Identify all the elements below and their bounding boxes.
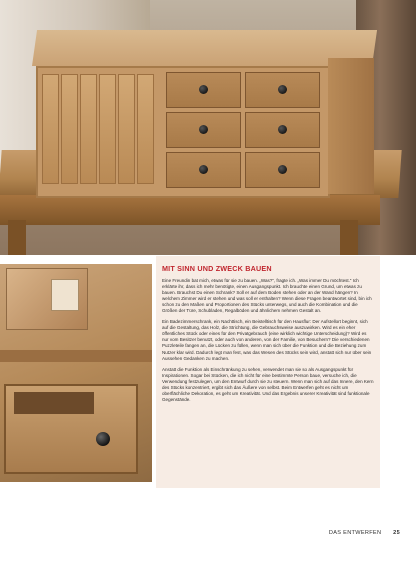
knob-icon <box>278 125 287 134</box>
hero-photo-cabinet <box>0 0 416 255</box>
article-paragraph: Ein Badezimmerschrank, ein Nachttisch, ein Beistelltisch für den Hausflur: Der Aufstellort beginnt, sich auf die Gestaltung, das Holz, die Strichtung, die Gebrauchsweise auszuwirken. Wird es ein eher öffentliches Stück oder eines für den Privatgebrauch (eine wirklich wichtige Unterscheidung)? Wird es nur vom Besitzer benutzt, oder auch von anderen, von der Familie, von Besuchern? Die verschiedenen Puzzleteile fangen an, die Lücken zu füllen, wenn man sich über die Funktion und die Beziehung zum Nutzer klar wird. Dadurch legt man fest, was das Wesen des Stücks sein wird, anstatt sich nur über sein Aussehen Gedanken zu machen. <box>162 319 372 361</box>
knob-icon <box>199 165 208 174</box>
page-footer <box>329 530 400 536</box>
shelf <box>0 350 152 362</box>
door-slat <box>99 74 116 184</box>
knob-icon <box>278 85 287 94</box>
knob-icon <box>199 85 208 94</box>
drawer <box>166 152 241 188</box>
drawer <box>245 152 320 188</box>
drawer-bank <box>166 72 320 188</box>
door-slat <box>80 74 97 184</box>
drawer <box>245 72 320 108</box>
drawer <box>166 72 241 108</box>
knob-icon <box>96 432 110 446</box>
door-slat <box>118 74 135 184</box>
door-slat <box>61 74 78 184</box>
drawer-interior <box>14 392 94 414</box>
drawer <box>166 112 241 148</box>
door-slat <box>42 74 59 184</box>
article-panel <box>156 256 380 488</box>
knob-icon <box>278 165 287 174</box>
box-label <box>51 279 79 311</box>
article-heading: MIT SINN UND ZWECK BAUEN <box>162 264 272 273</box>
page-number: 25 <box>393 530 400 536</box>
drawer <box>245 112 320 148</box>
article-paragraph: Anstatt die Funktion als Einschränkung zu sehen, verwendet man sie so als Ausgangspunkt für Inspirationen. Sogar bei Stücken, die ich nicht für eine bestimmte Person baue, versuche ich, die Verwendung festzulegen, um den Entwurf durch sie zu steuern. Wenn man sich auf das Innere, den Kern des Stücks konzentriert, ergibt sich das Äußere von selbst. Beim Entwerfen geht es nicht um oberflächliche Dekoration, es geht um Kreativität. Und das Ergebnis unserer Kreativität sind funktionale Gegenstände. <box>162 366 374 402</box>
desk-leg <box>340 220 358 255</box>
wall-cabinet <box>32 30 374 200</box>
door-slat <box>137 74 154 184</box>
section-title: DAS ENTWERFEN <box>328 530 382 536</box>
small-box <box>6 268 88 330</box>
desk-leg <box>8 220 26 255</box>
cabinet-top <box>32 30 377 66</box>
cabinet-side <box>328 58 374 194</box>
article-paragraph: Eine Freundin bat mich, etwas für sie zu bauen. „Was?“, fragte ich. „Was immer Du möchtest.“ Ich erklärte ihr, dass ich mehr benötigte, einen Ausgangspunkt. Ich brauchte einen Grund, um etwas zu bauen. Brauchst Du einen Schrank? Soll er auf dem Boden stehen oder an der Wand hängen? In welchem Zimmer wird er stehen und was soll er enthalten? Wenn diese Fragen beantwortet sind, bin ich schon zu den Maßen und Proportionen des Stücks unterwegs, und auch die Kombination und die Größen der Türe, Schubladen, Regalböden und ähnlichem nehmen Gestalt an. <box>162 278 372 314</box>
sliding-door <box>42 74 154 184</box>
detail-photo-drawer <box>0 264 152 482</box>
knob-icon <box>199 125 208 134</box>
open-drawer <box>4 384 138 474</box>
